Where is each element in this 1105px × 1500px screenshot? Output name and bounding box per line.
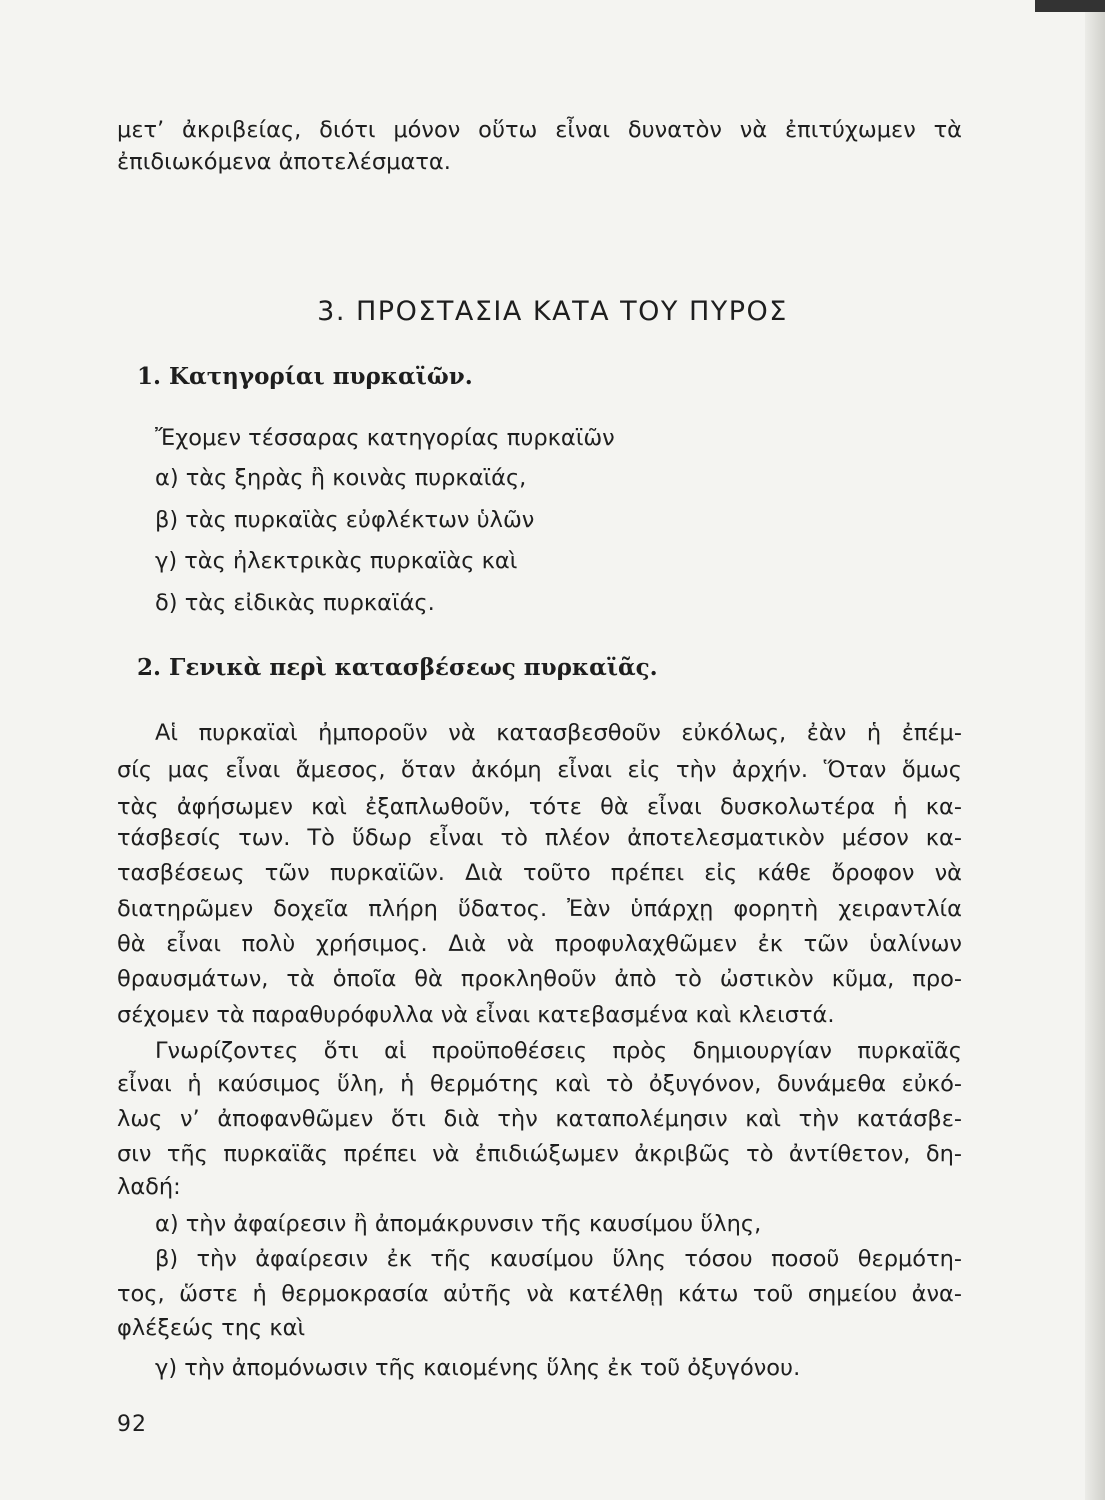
paragraph-1-line-8: θραυσμάτων, τὰ ὁποῖα θὰ προκληθοῦν ἀπὸ τὸ ὠστικὸν κῦμα, προ-: [117, 966, 962, 992]
paragraph-2-line-2: εἶναι ἡ καύσιμος ὕλη, ἡ θερμότης καὶ τὸ ὀξυγόνον, δυνάμεθα εὐκό-: [117, 1071, 962, 1097]
subsection-2-title: 2. Γενικὰ περὶ κατασβέσεως πυρκαϊᾶς.: [137, 654, 658, 681]
paragraph-1-line-7: θὰ εἶναι πολὺ χρήσιμος. Διὰ νὰ προφυλαχθῶμεν ἐκ τῶν ὑαλίνων: [117, 931, 962, 957]
paragraph-1-line-4: τάσβεσίς των. Τὸ ὕδωρ εἶναι τὸ πλέον ἀποτελεσματικὸν μέσον κα-: [117, 825, 962, 851]
list-item-b-line-3: φλέξεώς της καὶ: [117, 1315, 306, 1341]
page-text: [117, 0, 962, 1500]
paragraph-2-line-3: λως ν’ ἀποφανθῶμεν ὅτι διὰ τὴν καταπολέμησιν καὶ τὴν κατάσβε-: [117, 1106, 962, 1132]
paragraph-2-line-5: λαδή:: [117, 1174, 181, 1200]
page-edge: [1085, 0, 1105, 1500]
paragraph-1-line-5: τασβέσεως τῶν πυρκαϊῶν. Διὰ τοῦτο πρέπει εἰς κάθε ὄροφον νὰ: [117, 860, 962, 886]
paragraph-1-line-2: σίς μας εἶναι ἄμεσος, ὅταν ἀκόμη εἶναι εἰς τὴν ἀρχήν. Ὅταν ὅμως: [117, 757, 962, 783]
paragraph-1-line-9: σέχομεν τὰ παραθυρόφυλλα νὰ εἶναι κατεβασμένα καὶ κλειστά.: [117, 1002, 835, 1028]
scan-corner-mark: [1035, 0, 1105, 12]
paragraph-2-line-1: Γνωρίζοντες ὅτι αἱ προϋποθέσεις πρὸς δημιουργίαν πυρκαϊᾶς: [155, 1038, 962, 1064]
page-number: 92: [117, 1412, 147, 1437]
category-b: β) τὰς πυρκαϊὰς εὐφλέκτων ὑλῶν: [155, 507, 535, 533]
subsection-1-title: 1. Κατηγορίαι πυρκαϊῶν.: [137, 363, 473, 390]
paragraph-1-line-3: τὰς ἀφήσωμεν καὶ ἐξαπλωθοῦν, τότε θὰ εἶναι δυσκολωτέρα ἡ κα-: [117, 794, 962, 820]
paragraph-1-line-1: Αἱ πυρκαϊαὶ ἠμποροῦν νὰ κατασβεσθοῦν εὐκόλως, ἐὰν ἡ ἐπέμ-: [155, 720, 962, 746]
category-c: γ) τὰς ἠλεκτρικὰς πυρκαϊὰς καὶ: [155, 548, 518, 574]
section-title: 3. ΠΡΟΣΤΑΣΙΑ ΚΑΤΑ ΤΟΥ ΠΥΡΟΣ: [317, 296, 788, 327]
category-a: α) τὰς ξηρὰς ἢ κοινὰς πυρκαϊάς,: [155, 465, 527, 491]
category-d: δ) τὰς εἰδικὰς πυρκαϊάς.: [155, 590, 435, 616]
intro-line-2: ἐπιδιωκόμενα ἀποτελέσματα.: [117, 149, 451, 175]
paragraph-2-line-4: σιν τῆς πυρκαϊᾶς πρέπει νὰ ἐπιδιώξωμεν ἀκριβῶς τὸ ἀντίθετον, δη-: [117, 1141, 962, 1167]
list-item-a: α) τὴν ἀφαίρεσιν ἢ ἀπομάκρυνσιν τῆς καυσίμου ὕλης,: [155, 1211, 762, 1237]
paragraph-1-line-6: διατηρῶμεν δοχεῖα πλήρη ὕδατος. Ἐὰν ὑπάρχῃ φορητὴ χειραντλία: [117, 896, 962, 922]
list-item-b-line-2: τος, ὥστε ἡ θερμοκρασία αὐτῆς νὰ κατέλθῃ κάτω τοῦ σημείου ἀνα-: [117, 1281, 962, 1307]
list-item-c: γ) τὴν ἀπομόνωσιν τῆς καιομένης ὕλης ἐκ τοῦ ὀξυγόνου.: [155, 1355, 801, 1381]
categories-intro: Ἔχομεν τέσσαρας κατηγορίας πυρκαϊῶν: [155, 425, 615, 451]
intro-line-1: μετ’ ἀκριβείας, διότι μόνον οὕτω εἶναι δυνατὸν νὰ ἐπιτύχωμεν τὰ: [117, 117, 962, 143]
list-item-b-line-1: β) τὴν ἀφαίρεσιν ἐκ τῆς καυσίμου ὕλης τόσου ποσοῦ θερμότη-: [155, 1246, 962, 1272]
